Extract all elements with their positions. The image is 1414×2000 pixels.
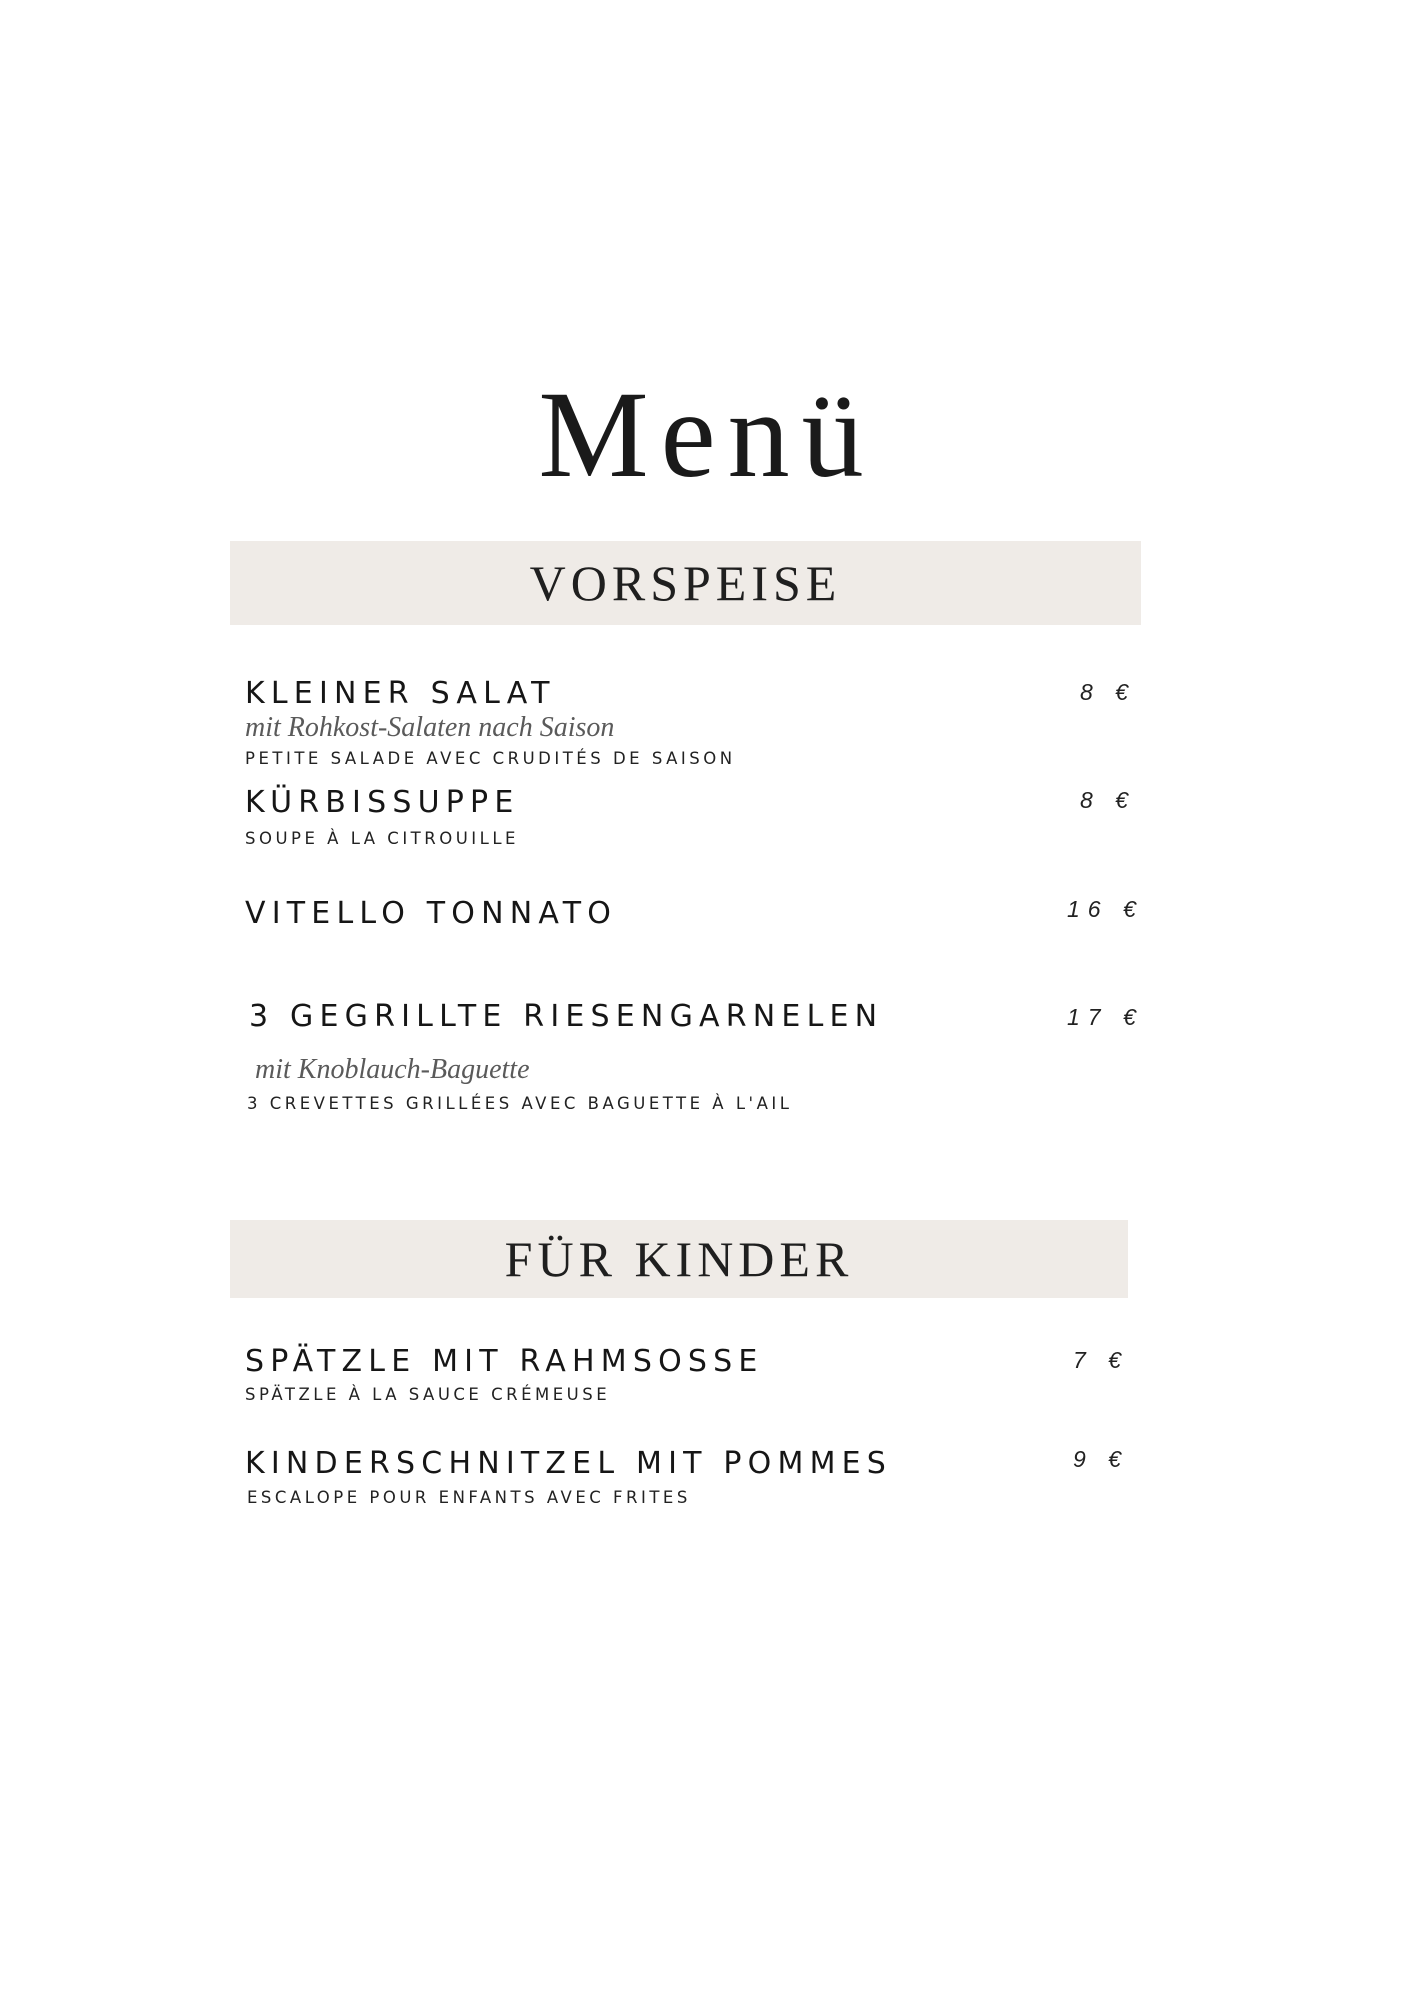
section-heading-vorspeise bbox=[230, 541, 1141, 625]
item-price: 17 € bbox=[1067, 1004, 1144, 1030]
item-description: mit Rohkost-Salaten nach Saison bbox=[245, 712, 615, 743]
section-heading-label: FÜR KINDER bbox=[504, 1231, 854, 1287]
section-heading-label: VORSPEISE bbox=[529, 555, 842, 611]
item-price: 8 € bbox=[1080, 679, 1136, 705]
item-translation: SOUPE À LA CITROUILLE bbox=[245, 829, 519, 848]
item-name: VITELLO TONNATO bbox=[245, 896, 618, 931]
item-price: 9 € bbox=[1073, 1446, 1129, 1472]
item-name: KLEINER SALAT bbox=[245, 676, 556, 711]
item-name: SPÄTZLE MIT RAHMSOSSE bbox=[245, 1344, 764, 1379]
item-translation: PETITE SALADE AVEC CRUDITÉS DE SAISON bbox=[245, 749, 736, 768]
item-translation: 3 CREVETTES GRILLÉES AVEC BAGUETTE À L'AIL bbox=[247, 1094, 793, 1113]
item-description: mit Knoblauch-Baguette bbox=[255, 1054, 530, 1085]
item-price: 7 € bbox=[1073, 1347, 1129, 1373]
item-name: 3 GEGRILLTE RIESENGARNELEN bbox=[249, 999, 884, 1034]
item-name: KINDERSCHNITZEL MIT POMMES bbox=[245, 1446, 893, 1481]
menu-title: Menü bbox=[538, 366, 876, 504]
item-price: 8 € bbox=[1080, 787, 1136, 813]
section-heading-fuer-kinder bbox=[230, 1220, 1128, 1298]
item-translation: SPÄTZLE À LA SAUCE CRÉMEUSE bbox=[245, 1385, 611, 1404]
item-translation: ESCALOPE POUR ENFANTS AVEC FRITES bbox=[247, 1488, 691, 1507]
item-name: KÜRBISSUPPE bbox=[245, 785, 520, 820]
item-price: 16 € bbox=[1067, 896, 1144, 922]
